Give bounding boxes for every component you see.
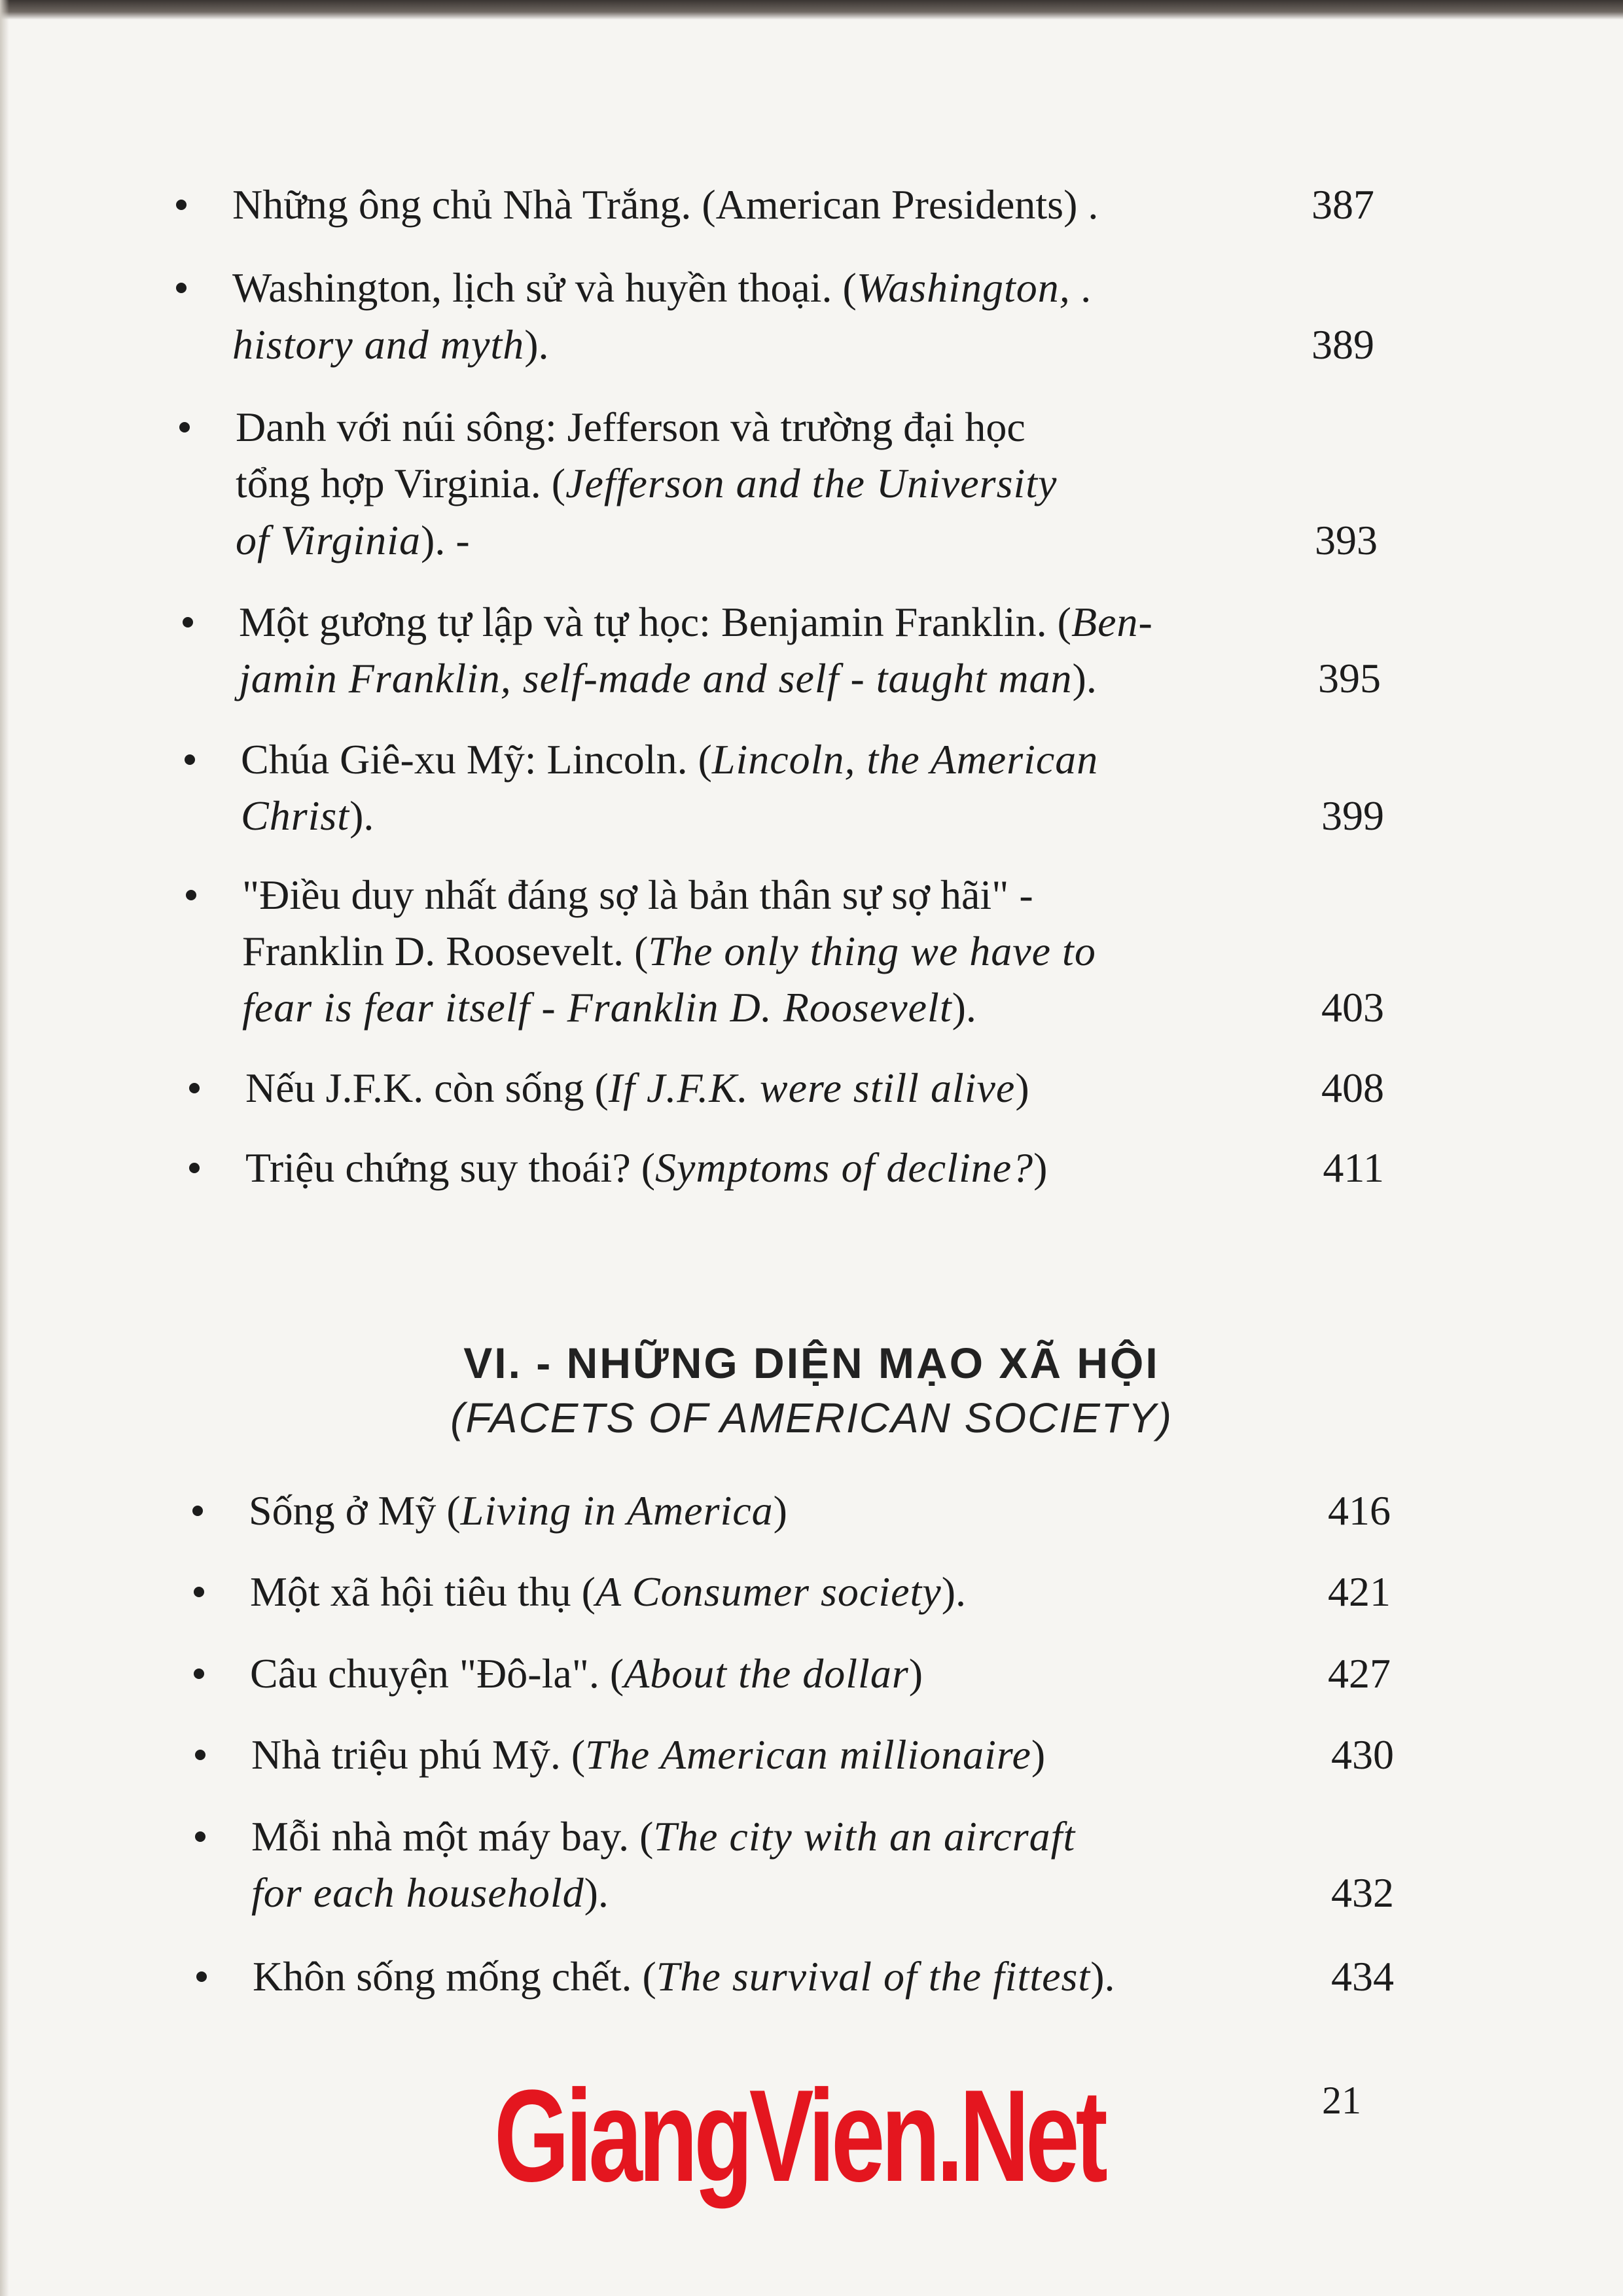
entry-title-tail: ). xyxy=(952,984,976,1031)
entry-title-en: Jefferson and the University xyxy=(565,460,1058,506)
entry-page-number: 389 xyxy=(1311,321,1374,368)
entry-page-number: 408 xyxy=(1321,1065,1384,1111)
toc-entry-continuation xyxy=(239,650,1097,707)
entry-title-tail: ) xyxy=(1015,1065,1029,1111)
bullet-icon xyxy=(195,1949,208,2005)
toc-entry xyxy=(251,1809,1075,1865)
bullet-icon xyxy=(185,867,198,923)
bullet-icon xyxy=(192,1564,205,1620)
entry-title-tail: ). xyxy=(584,1869,609,1916)
toc-entry xyxy=(245,1140,1047,1196)
entry-title-en: The city with an aircraft xyxy=(653,1813,1076,1860)
toc-entry xyxy=(251,1727,1045,1783)
entry-title-vi: "Điều duy nhất đáng sợ là bản thân sự sợ hãi" - xyxy=(242,872,1033,918)
entry-page-number: 432 xyxy=(1331,1869,1394,1916)
entry-title-en: history and myth xyxy=(232,321,525,368)
entry-title-vi: Nếu J.F.K. còn sống ( xyxy=(245,1065,609,1111)
entry-title-en: The American millionaire xyxy=(585,1731,1031,1778)
toc-entry-continuation xyxy=(236,455,1057,512)
toc-entry-continuation xyxy=(251,1865,609,1921)
bullet-icon xyxy=(194,1727,207,1783)
entry-page-number: 393 xyxy=(1315,517,1378,563)
entry-title-vi: Washington, lịch sử và huyền thoại. ( xyxy=(232,264,857,311)
entry-title-en: fear is fear itself - Franklin D. Roosevelt xyxy=(242,984,952,1031)
toc-entry xyxy=(250,1564,966,1620)
entry-title-tail: ). xyxy=(941,1568,966,1615)
entry-title-tail: ). - xyxy=(421,517,470,563)
toc-entry-continuation xyxy=(242,980,976,1036)
toc-entry xyxy=(241,732,1098,788)
entry-title-en: The survival of the fittest xyxy=(656,1953,1091,2000)
bullet-icon xyxy=(178,399,191,455)
watermark-logo: GiangVien.Net xyxy=(494,2063,1104,2209)
entry-title-en: Symptoms of decline? xyxy=(655,1144,1034,1191)
bullet-icon xyxy=(194,1809,207,1865)
page-number: 21 xyxy=(1322,2079,1361,2122)
entry-title-vi: Franklin D. Roosevelt. ( xyxy=(242,928,649,974)
bullet-icon xyxy=(188,1060,201,1116)
entry-title-tail: ) xyxy=(908,1650,923,1697)
entry-title-en: About the dollar xyxy=(624,1650,909,1697)
entry-title-tail: ) xyxy=(1031,1731,1046,1778)
bullet-icon xyxy=(188,1140,201,1196)
entry-title-vi: Khôn sống mống chết. ( xyxy=(253,1953,656,2000)
entry-page-number: 427 xyxy=(1328,1650,1391,1697)
toc-entry xyxy=(245,1060,1029,1116)
bullet-icon xyxy=(183,732,196,788)
entry-page-number: 434 xyxy=(1331,1953,1394,2000)
entry-title-vi: Một gương tự lập và tự học: Benjamin Franklin. ( xyxy=(239,599,1071,645)
bullet-icon xyxy=(181,594,194,650)
entry-title-vi: Câu chuyện "Đô-la". ( xyxy=(250,1650,624,1697)
toc-entry-continuation xyxy=(236,512,470,569)
entry-title-tail: ). xyxy=(524,321,549,368)
toc-entry xyxy=(236,399,1026,455)
entry-title-vi: Danh với núi sông: Jefferson và trường đại học xyxy=(236,404,1026,450)
toc-entry-continuation xyxy=(241,788,374,844)
entry-title-en: Christ xyxy=(241,792,350,839)
toc-entry-continuation xyxy=(232,317,549,373)
toc-entry xyxy=(249,1483,787,1539)
entry-title-tail: ) xyxy=(1033,1144,1048,1191)
toc-entry xyxy=(239,594,1153,650)
entry-title-vi: tổng hợp Virginia. ( xyxy=(236,460,566,506)
entry-title-en: If J.F.K. were still alive xyxy=(608,1065,1016,1111)
bullet-icon xyxy=(175,260,188,316)
entry-title-vi: Triệu chứng suy thoái? ( xyxy=(245,1144,656,1191)
section-title: VI. - NHỮNG DIỆN MẠO XÃ HỘI xyxy=(463,1339,1160,1387)
entry-title-en: A Consumer society xyxy=(595,1568,942,1615)
toc-entry xyxy=(242,867,1033,923)
entry-title-en: jamin Franklin, self-made and self - taught man xyxy=(239,655,1073,701)
entry-title-tail: ). xyxy=(349,792,374,839)
bullet-icon xyxy=(191,1483,204,1539)
entry-title-en: of Virginia xyxy=(236,517,421,563)
entry-title-vi: Sống ở Mỹ ( xyxy=(249,1487,461,1534)
entry-page-number: 411 xyxy=(1323,1144,1384,1191)
toc-entry xyxy=(232,260,1093,316)
entry-page-number: 416 xyxy=(1328,1487,1391,1534)
entry-title-en: Ben- xyxy=(1071,599,1153,645)
entry-page-number: 395 xyxy=(1318,655,1381,701)
entry-title-vi: Nhà triệu phú Mỹ. ( xyxy=(251,1731,586,1778)
entry-page-number: 421 xyxy=(1328,1568,1391,1615)
bullet-icon xyxy=(192,1646,205,1702)
entry-title-en: Living in America xyxy=(460,1487,774,1534)
entry-title-en: Washington, . xyxy=(856,264,1093,311)
toc-entry-continuation xyxy=(242,923,1096,980)
entry-title-en: Lincoln, the American xyxy=(711,736,1099,783)
entry-title-tail: ). xyxy=(1090,1953,1115,2000)
entry-title-tail: ). xyxy=(1072,655,1097,701)
entry-page-number: 387 xyxy=(1311,181,1374,228)
entry-title-vi: Những ông chủ Nhà Trắng. (American Presidents) . xyxy=(232,181,1099,228)
entry-title-vi: Mỗi nhà một máy bay. ( xyxy=(251,1813,654,1860)
toc-entry xyxy=(253,1949,1115,2005)
entry-title-en: The only thing we have to xyxy=(648,928,1096,974)
entry-page-number: 403 xyxy=(1321,984,1384,1031)
entry-title-vi: Một xã hội tiêu thụ ( xyxy=(250,1568,596,1615)
entry-title-tail: ) xyxy=(773,1487,787,1534)
entry-title-vi: Chúa Giê-xu Mỹ: Lincoln. ( xyxy=(241,736,712,783)
bullet-icon xyxy=(175,177,188,233)
entry-title-en: for each household xyxy=(251,1869,584,1916)
toc-entry xyxy=(232,177,1098,233)
entry-page-number: 430 xyxy=(1331,1731,1394,1778)
section-subtitle: (FACETS OF AMERICAN SOCIETY) xyxy=(450,1394,1173,1441)
entry-page-number: 399 xyxy=(1321,792,1384,839)
toc-entry xyxy=(250,1646,923,1702)
